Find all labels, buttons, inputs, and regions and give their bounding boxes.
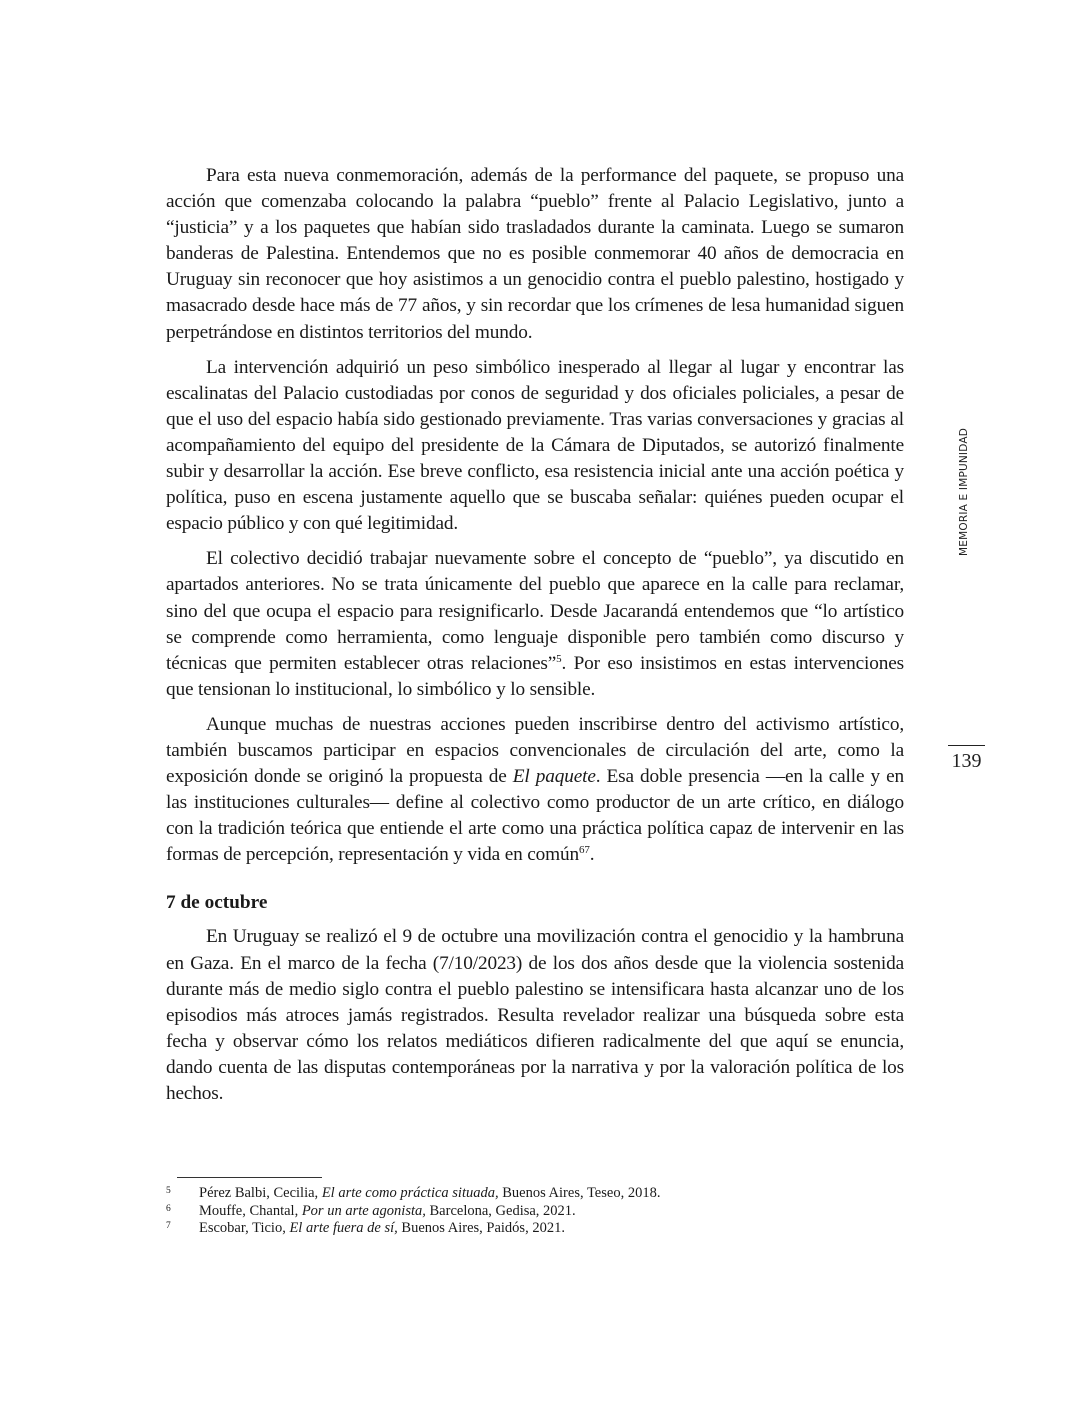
footnote-author: Pérez Balbi, Cecilia, [199,1185,322,1201]
page-number: 139 [951,750,982,772]
footnote-number: 7 [166,1221,171,1231]
footnote-5 [166,1185,866,1203]
page-number-rule [948,745,985,746]
paragraph-3 [166,546,904,703]
paragraph-3-text: El colectivo decidió trabajar nuevamente sobre el concepto de “pueblo”, ya discutido en apartados anteriores. No se trata únicamente del pueblo que aparece en la calle para reclamar, sino del que ocupa el espacio para resignificarlo. Desde Jacarandá entendemos que “lo artístico se comprende como herramienta, como lenguaje disponible pero también como discurso y técnicas que permiten establecer otras relaciones” [166,548,904,674]
footnote-publication: Buenos Aires, Paidós, 2021. [397,1220,565,1236]
footnote-author: Mouffe, Chantal, [199,1202,302,1219]
footnote-title: El arte como práctica situada, [321,1185,499,1201]
footnote-publication: Buenos Aires, Teseo, 2018. [498,1185,661,1201]
footnote-title: Por un arte agonista, [301,1202,426,1219]
running-header-side-label [956,418,972,566]
footnote-publication: Barcelona, Gedisa, 2021. [425,1202,576,1219]
footnote-7 [166,1220,866,1238]
paragraph-4-text-end: . [589,844,595,866]
paragraph-4-text: Aunque muchas de nuestras acciones pueden inscribirse dentro del activismo artístico, también buscamos participar en espacios convencionales de circulación del arte, como la exposición donde se originó la propuesta de [166,713,904,788]
paragraph-2: La intervención adquirió un peso simbólico inesperado al llegar al lugar y encontrar las escalinatas del Palacio custodiadas por conos de seguridad y dos oficiales policiales, a pesar de que el uso del espacio había sido gestionado previamente. Tras varias conversaciones y gracias al acompañamiento del equipo del presidente de la Cámara de Diputados, se autorizó finalmente subir y desarrollar la acción. Ese breve conflicto, esa resistencia inicial ante una acción poética y política, puso en escena justamente aquello que se buscaba señalar: quiénes pueden ocupar el espacio público y con qué legitimidad. [166,356,904,535]
paragraph-4 [166,712,904,869]
paragraph-4-italic-title: El paquete [512,766,596,788]
footnote-ref-67[interactable]: 67 [579,844,590,857]
paragraph-4-text-middle: . Esa doble presencia —en la calle y en las instituciones culturales— define al colectivo como productor de un arte crítico, en diálogo con la tradición teórica que entiende el arte como una práctica política capaz de intervenir en las formas de percepción, representación y vida en común [166,766,904,866]
footnotes [166,1185,866,1238]
footnote-title: El arte fuera de sí, [289,1220,398,1236]
footnote-6 [166,1203,866,1221]
paragraph-1: Para esta nueva conmemoración, además de la performance del paquete, se propuso una acción que comenzaba colocando la palabra “pueblo” frente al Palacio Legislativo, junto a “justicia” y a los paquetes que habían sido trasladados durante la caminata. Luego se sumaron banderas de Palestina. Entendemos que no es posible conmemorar 40 años de democracia en Uruguay sin reconocer que hoy asistimos a un genocidio contra el pueblo palestino, hostigado y masacrado desde hace más de 77 años, y sin recordar que los crímenes de lesa humanidad siguen perpetrándose en distintos territorios del mundo. [166,165,904,343]
section-paragraph-1: En Uruguay se realizó el 9 de octubre una movilización contra el genocidio y la hambruna en Gaza. En el marco de la fecha (7/10/2023) de los dos años desde que la violencia sostenida durante más de medio siglo contra el pueblo palestino se intensificara hasta alcanzar uno de los episodios más atroces jamás registrados. Resulta revelador realizar una búsqueda sobre esta fecha y observar cómo los relatos mediáticos difieren radicalmente del que aquí se enuncia, dando cuenta de las disputas contemporáneas por la narrativa y por la valoración política de los hechos. [166,926,904,1104]
footnote-author: Escobar, Ticio, [199,1220,290,1236]
footnote-ref-5[interactable]: 5 [556,652,562,665]
body-text [166,163,904,1116]
section-heading: 7 de octubre [166,892,268,914]
paragraph-3-text-end: . Por eso insistimos en estas intervenciones que tensionan lo institucional, lo simbólico y lo sensible. [166,652,904,700]
side-label-text: MEMORIA E IMPUNIDAD [958,428,970,556]
footnote-number: 6 [166,1203,171,1214]
footnote-number: 5 [166,1186,171,1196]
footnote-separator [177,1177,322,1178]
